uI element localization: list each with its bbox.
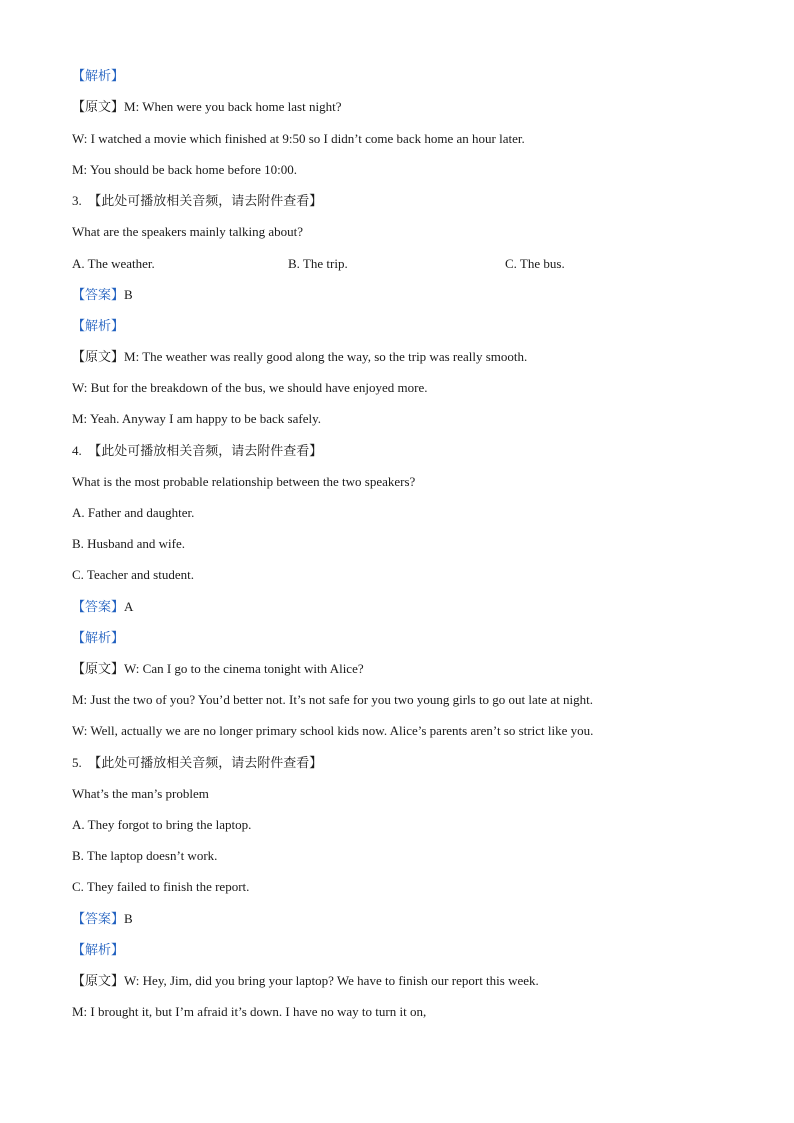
question-header: 4. 【此处可播放相关音频，请去附件查看】 [72,443,323,459]
transcript-line: W: But for the breakdown of the bus, we should have enjoyed more. [72,380,428,395]
transcript-line: M: I brought it, but I’m afraid it’s down. I have no way to turn it on, [72,1004,427,1019]
option-b: B. Husband and wife. [72,536,186,551]
option-c: C. Teacher and student. [72,567,194,582]
question-header: 3. 【此处可播放相关音频，请去附件查看】 [72,193,323,209]
answer-line: 【答案】A [72,599,134,615]
option-a: A. The weather. [72,256,155,271]
answer-line: 【答案】B [72,287,133,303]
transcript-line: 【原文】W: Can I go to the cinema tonight with Alice? [72,661,364,677]
transcript-line: M: You should be back home before 10:00. [72,162,297,177]
transcript-line: 【原文】M: When were you back home last night? [72,99,342,115]
audio-note: 【此处可播放相关音频，请去附件查看】 [88,194,323,209]
transcript-line: M: Just the two of you? You’d better not. It’s not safe for you two young girls to go out late at night. [72,692,594,707]
audio-note: 【此处可播放相关音频，请去附件查看】 [88,756,323,771]
transcript-line: 【原文】W: Hey, Jim, did you bring your laptop? We have to finish our report this week. [72,973,539,989]
question-text: What is the most probable relationship between the two speakers? [72,474,416,489]
option-c: C. The bus. [505,256,565,271]
option-a: A. Father and daughter. [72,505,195,520]
answer-line: 【答案】B [72,911,133,927]
question-text: What’s the man’s problem [72,786,209,801]
option-a: A. They forgot to bring the laptop. [72,817,252,832]
transcript-line: 【原文】M: The weather was really good along the way, so the trip was really smooth. [72,349,528,365]
transcript-line: W: I watched a movie which finished at 9:50 so I didn’t come back home an hour later. [72,131,525,146]
analysis-label: 【解析】 [72,943,125,958]
option-c: C. They failed to finish the report. [72,879,250,894]
transcript-line: W: Well, actually we are no longer primary school kids now. Alice’s parents aren’t so strict like you. [72,723,594,738]
analysis-label: 【解析】 [72,631,125,646]
analysis-label: 【解析】 [72,69,125,84]
option-b: B. The trip. [288,256,348,271]
transcript-line: M: Yeah. Anyway I am happy to be back safely. [72,411,321,426]
question-header: 5. 【此处可播放相关音频，请去附件查看】 [72,755,323,771]
audio-note: 【此处可播放相关音频，请去附件查看】 [88,444,323,459]
option-b: B. The laptop doesn’t work. [72,848,218,863]
analysis-label: 【解析】 [72,319,125,334]
question-text: What are the speakers mainly talking about? [72,224,304,239]
